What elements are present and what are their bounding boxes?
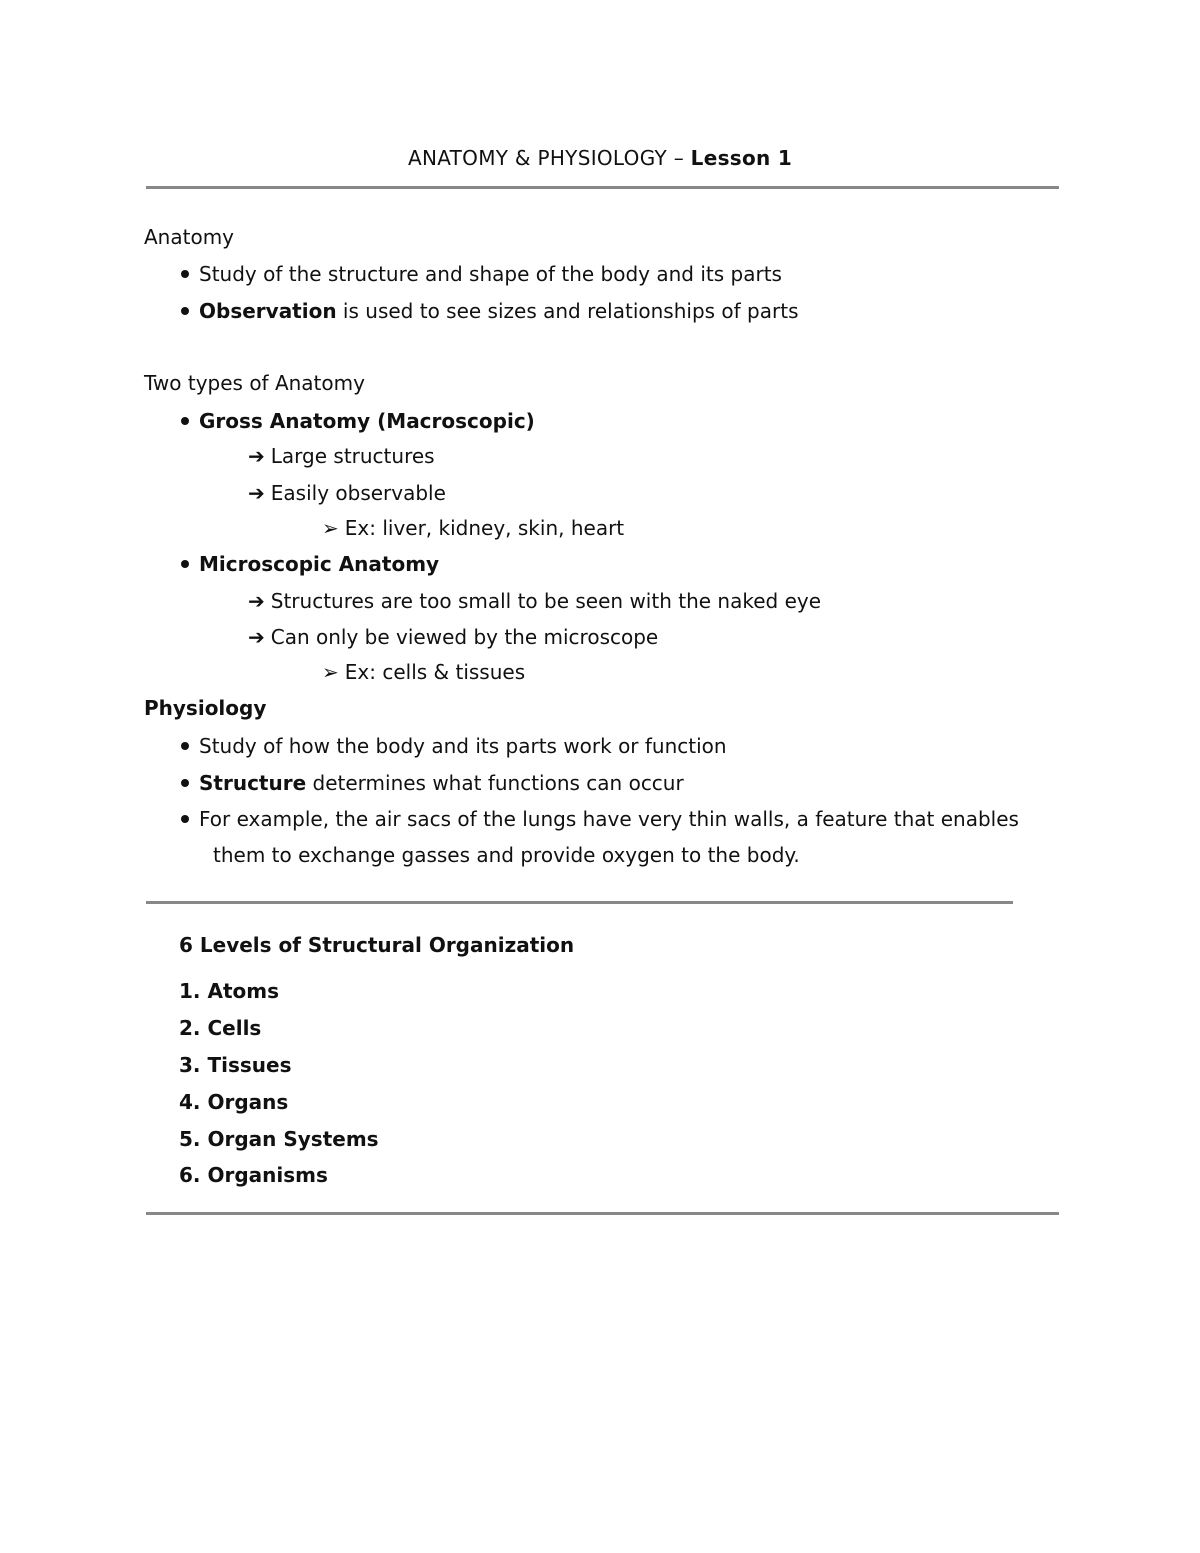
- divider-middle: [146, 901, 1013, 904]
- example-text: Ex: liver, kidney, skin, heart: [344, 516, 625, 540]
- level-item: 4. Organs: [179, 1090, 289, 1114]
- bullet-text: Study of how the body and its parts work or function: [199, 734, 727, 758]
- gross-point-2: [248, 481, 446, 505]
- level-item: 6. Organisms: [179, 1163, 328, 1187]
- title-main: ANATOMY & PHYSIOLOGY: [407, 146, 668, 170]
- gross-anatomy-bullet: [181, 409, 535, 433]
- bullet-text: determines what functions can occur: [306, 771, 684, 795]
- example-text: Ex: cells & tissues: [344, 660, 526, 684]
- point-text: Structures are too small to be seen with the naked eye: [270, 589, 822, 613]
- levels-heading: 6 Levels of Structural Organization: [179, 933, 575, 957]
- gross-point-1: [248, 444, 435, 468]
- anatomy-bullet-1: [181, 262, 782, 286]
- micro-point-2: [248, 625, 658, 649]
- physiology-bullet-3: [181, 807, 1019, 831]
- chevron-right-icon: ➢: [322, 660, 339, 684]
- bullet-text: For example, the air sacs of the lungs have very thin walls, a feature that enables: [199, 807, 1019, 831]
- bullet-text: is used to see sizes and relationships of parts: [336, 299, 799, 323]
- divider-top: [146, 186, 1059, 189]
- bullet-icon: [181, 779, 189, 787]
- chevron-right-icon: ➢: [322, 516, 339, 540]
- bullet-icon: [181, 560, 189, 568]
- point-text: Large structures: [270, 444, 435, 468]
- arrow-right-icon: ➔: [248, 589, 265, 613]
- bullet-bold-text: Observation: [199, 299, 337, 323]
- microscopic-anatomy-bullet: [181, 552, 439, 576]
- gross-anatomy-label: Gross Anatomy (Macroscopic): [199, 409, 535, 433]
- bullet-icon: [181, 307, 189, 315]
- bullet-icon: [181, 417, 189, 425]
- bullet-icon: [181, 815, 189, 823]
- physiology-bullet-3-continuation: them to exchange gasses and provide oxygen to the body.: [213, 843, 800, 867]
- bullet-bold-text: Structure: [199, 771, 307, 795]
- point-text: Easily observable: [270, 481, 446, 505]
- arrow-right-icon: ➔: [248, 444, 265, 468]
- page-title: [0, 146, 1200, 170]
- point-text: Can only be viewed by the microscope: [270, 625, 659, 649]
- physiology-bullet-2: [181, 771, 684, 795]
- physiology-heading: Physiology: [144, 696, 267, 720]
- bullet-icon: [181, 270, 189, 278]
- divider-bottom: [146, 1212, 1059, 1215]
- anatomy-heading: Anatomy: [144, 225, 235, 249]
- level-item: 1. Atoms: [179, 979, 279, 1003]
- level-item: 3. Tissues: [179, 1053, 292, 1077]
- arrow-right-icon: ➔: [248, 481, 265, 505]
- micro-example: [322, 660, 525, 684]
- level-item: 5. Organ Systems: [179, 1127, 379, 1151]
- physiology-bullet-1: [181, 734, 727, 758]
- types-heading: Two types of Anatomy: [144, 371, 365, 395]
- anatomy-bullet-2: [181, 299, 799, 323]
- title-lesson: Lesson 1: [690, 146, 793, 170]
- gross-example: [322, 516, 624, 540]
- arrow-right-icon: ➔: [248, 625, 265, 649]
- level-item: 2. Cells: [179, 1016, 262, 1040]
- bullet-icon: [181, 742, 189, 750]
- micro-point-1: [248, 589, 821, 613]
- bullet-text: Study of the structure and shape of the body and its parts: [199, 262, 782, 286]
- title-dash: –: [667, 146, 691, 170]
- microscopic-anatomy-label: Microscopic Anatomy: [199, 552, 440, 576]
